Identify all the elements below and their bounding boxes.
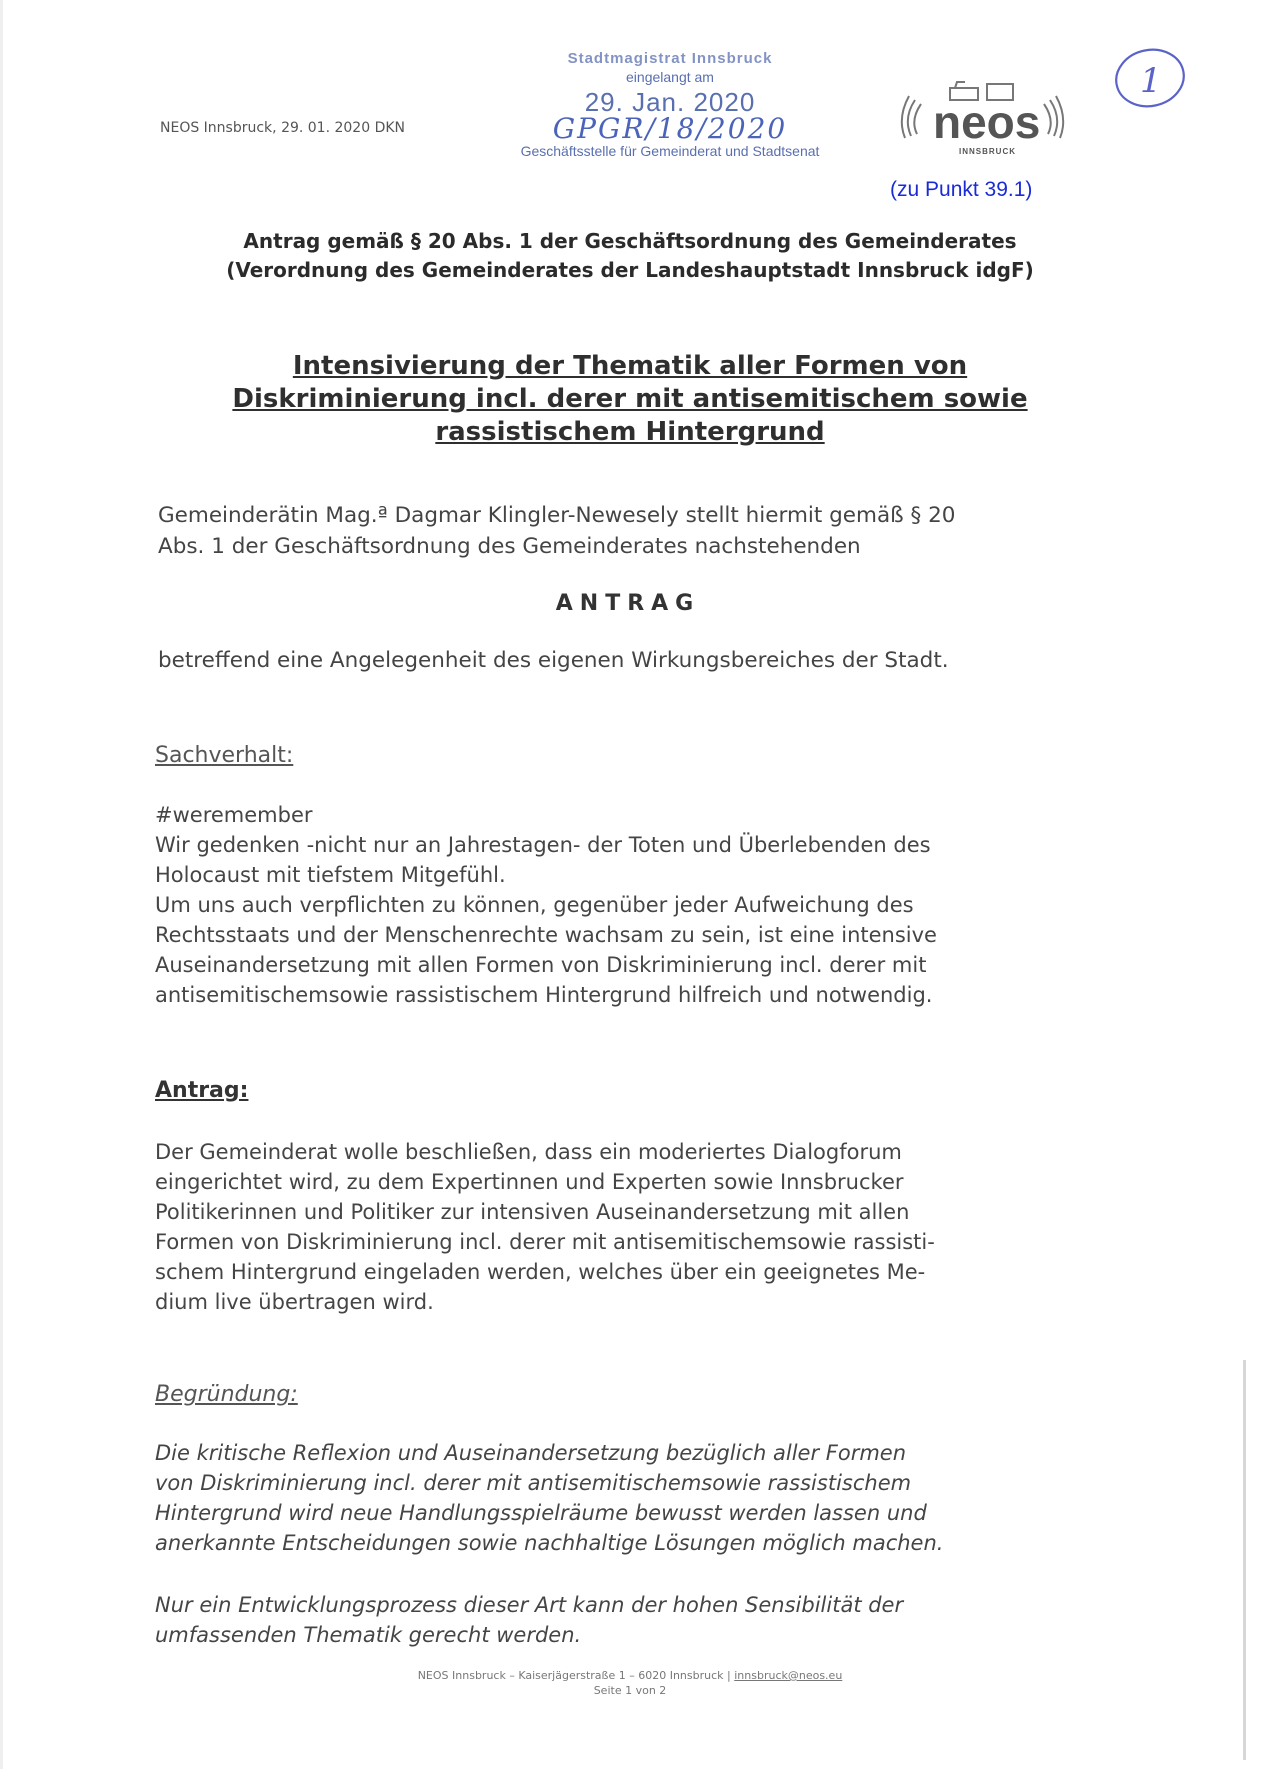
footer-page-number: Seite 1 von 2 — [593, 1684, 667, 1697]
begruendung-line: Hintergrund wird neue Handlungsspielräume bewusst werden lassen und — [155, 1501, 927, 1525]
heading-line-1: Antrag gemäß § 20 Abs. 1 der Geschäftsordnung des Gemeinderates — [243, 229, 1017, 253]
footer-address-line — [300, 1668, 960, 1683]
agenda-point: (zu Punkt 39.1) — [890, 178, 1033, 201]
begruendung-line: Nur ein Entwicklungsprozess dieser Art kann der hohen Sensibilität der — [155, 1593, 904, 1617]
sachverhalt-line: Rechtsstaats und der Menschenrechte wachsam zu sein, ist eine intensive — [155, 923, 937, 947]
logo-wordmark: neos — [933, 96, 1041, 148]
begruendung-line: anerkannte Entscheidungen sowie nachhaltige Lösungen möglich machen. — [155, 1531, 944, 1555]
begruendung-line: umfassenden Thematik gerecht werden. — [155, 1623, 582, 1647]
begruendung-line: Die kritische Reflexion und Auseinandersetzung bezüglich aller Formen — [155, 1441, 907, 1465]
title-line-1: Intensivierung der Thematik aller Formen von — [292, 351, 968, 381]
sachverhalt-body — [155, 800, 1115, 1010]
intro-line-1: Gemeinderätin Mag.ª Dagmar Klingler-Newesely stellt hiermit gemäß § 20 — [158, 503, 956, 528]
begruendung-line: von Diskriminierung incl. derer mit antisemitischemsowie rassistischem — [155, 1471, 912, 1495]
heading-line-2: (Verordnung des Gemeinderates der Landeshauptstadt Innsbruck idgF) — [226, 258, 1034, 282]
footer-address: NEOS Innsbruck – Kaiserjägerstraße 1 – 6020 Innsbruck | — [417, 1669, 731, 1682]
begruendung-paragraph-1 — [155, 1438, 1115, 1558]
page-number: 1 — [1140, 61, 1162, 101]
antrag-line: eingerichtet wird, zu dem Expertinnen und Experten sowie Innsbrucker — [155, 1170, 904, 1194]
sachverhalt-line: Auseinandersetzung mit allen Formen von Diskriminierung incl. derer mit — [155, 953, 927, 977]
sachverhalt-heading: Sachverhalt: — [155, 743, 294, 768]
document-title — [200, 350, 1060, 449]
logo-subtitle: INNSBRUCK — [959, 147, 1016, 156]
title-line-2: Diskriminierung incl. derer mit antisemitischem sowie — [232, 384, 1028, 414]
antrag-line: Politikerinnen und Politiker zur intensiven Auseinandersetzung mit allen — [155, 1200, 910, 1224]
receipt-stamp — [505, 50, 835, 159]
begruendung-paragraph-2 — [155, 1590, 1115, 1650]
sachverhalt-line: #weremember — [155, 803, 313, 827]
page-number-circle — [1110, 42, 1190, 114]
scan-edge-right — [1243, 1360, 1246, 1760]
scan-edge-left — [0, 0, 3, 1769]
sachverhalt-line: antisemitischemsowie rassistischem Hintergrund hilfreich und notwendig. — [155, 983, 933, 1007]
page-footer — [300, 1668, 960, 1698]
antrag-section-heading: Antrag: — [155, 1078, 249, 1103]
antrag-body — [155, 1137, 1115, 1317]
sachverhalt-line: Holocaust mit tiefstem Mitgefühl. — [155, 863, 506, 887]
stamp-authority: Stadtmagistrat Innsbruck — [567, 50, 773, 67]
sachverhalt-line: Wir gedenken -nicht nur an Jahrestagen- der Toten und Überlebenden des — [155, 833, 931, 857]
document-heading — [160, 227, 1100, 285]
intro-line-2: Abs. 1 der Geschäftsordnung des Gemeinderates nachstehenden — [158, 534, 861, 559]
title-line-3: rassistischem Hintergrund — [435, 417, 825, 447]
betreffend-line: betreffend eine Angelegenheit des eigenen Wirkungsbereiches der Stadt. — [158, 648, 949, 673]
intro-paragraph — [158, 500, 1118, 562]
neos-logo — [895, 78, 1070, 158]
antrag-line: schem Hintergrund eingeladen werden, welches über ein geeignetes Me- — [155, 1260, 926, 1284]
antrag-line: dium live übertragen wird. — [155, 1290, 434, 1314]
antrag-line: Formen von Diskriminierung incl. derer mit antisemitischemsowie rassisti- — [155, 1230, 935, 1254]
stamp-reference: GPGR/18/2020 — [552, 112, 788, 145]
antrag-line: Der Gemeinderat wolle beschließen, dass ein moderiertes Dialogforum — [155, 1140, 902, 1164]
stamp-date: 29. Jan. 2020 — [584, 87, 756, 117]
stamp-office: Geschäftsstelle für Gemeinderat und Stadtsenat — [520, 143, 820, 159]
begruendung-heading: Begründung: — [155, 1382, 298, 1407]
footer-email-link[interactable]: innsbruck@neos.eu — [734, 1669, 843, 1682]
sachverhalt-line: Um uns auch verpflichten zu können, gegenüber jeder Aufweichung des — [155, 893, 914, 917]
origin-line: NEOS Innsbruck, 29. 01. 2020 DKN — [160, 120, 406, 136]
stamp-received-label: eingelangt am — [626, 69, 714, 85]
antrag-heading: ANTRAG — [555, 591, 701, 616]
